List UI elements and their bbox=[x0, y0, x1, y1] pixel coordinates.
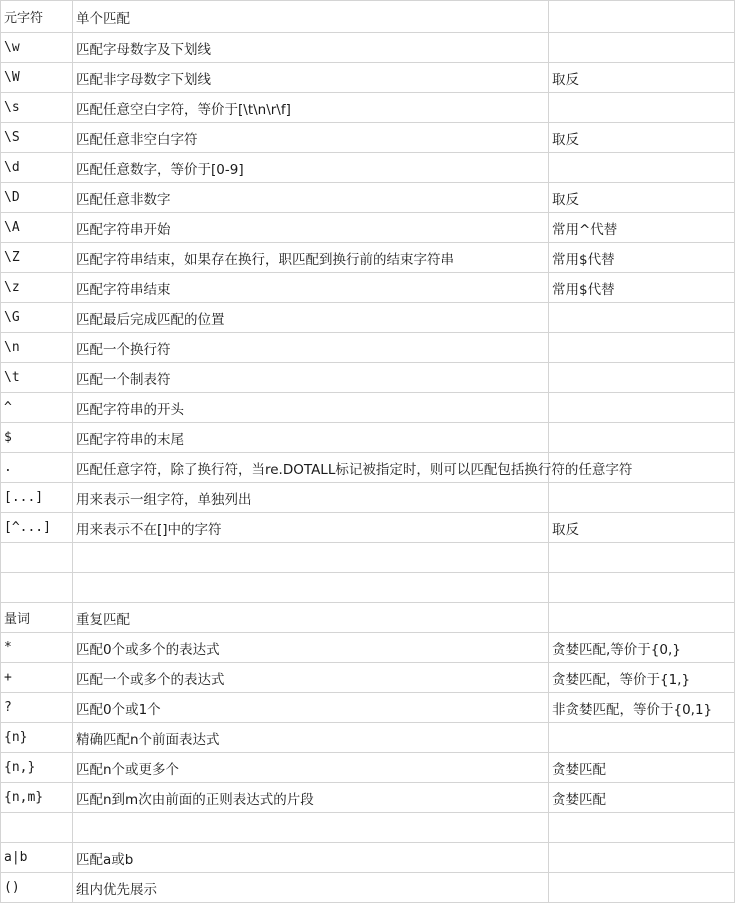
table-row bbox=[1, 423, 735, 453]
description-cell[interactable]: 匹配0个或多个的表达式 bbox=[73, 633, 549, 663]
note-cell[interactable]: 取反 bbox=[549, 123, 735, 153]
symbol-cell[interactable] bbox=[1, 813, 73, 843]
table-row bbox=[1, 603, 735, 633]
note-cell[interactable] bbox=[549, 603, 735, 633]
table-row bbox=[1, 63, 735, 93]
note-cell[interactable] bbox=[549, 873, 735, 903]
symbol-cell[interactable]: \d bbox=[1, 153, 73, 183]
description-cell[interactable]: 单个匹配 bbox=[73, 1, 549, 33]
description-cell[interactable]: 匹配一个制表符 bbox=[73, 363, 549, 393]
symbol-cell[interactable]: \D bbox=[1, 183, 73, 213]
note-cell[interactable] bbox=[549, 843, 735, 873]
note-cell[interactable] bbox=[549, 723, 735, 753]
table-row bbox=[1, 393, 735, 423]
table-row bbox=[1, 453, 735, 483]
description-cell[interactable]: 匹配字符串开始 bbox=[73, 213, 549, 243]
symbol-cell[interactable]: \z bbox=[1, 273, 73, 303]
symbol-cell[interactable]: \n bbox=[1, 333, 73, 363]
symbol-cell[interactable]: \S bbox=[1, 123, 73, 153]
table-row bbox=[1, 363, 735, 393]
note-cell[interactable] bbox=[549, 423, 735, 453]
table-row bbox=[1, 183, 735, 213]
note-cell[interactable]: 贪婪匹配 bbox=[549, 753, 735, 783]
note-cell[interactable] bbox=[549, 303, 735, 333]
symbol-cell[interactable]: () bbox=[1, 873, 73, 903]
symbol-cell[interactable]: {n,m} bbox=[1, 783, 73, 813]
symbol-cell[interactable]: . bbox=[1, 453, 73, 483]
note-cell[interactable] bbox=[549, 573, 735, 603]
symbol-cell[interactable]: [...] bbox=[1, 483, 73, 513]
note-cell[interactable] bbox=[549, 813, 735, 843]
description-cell[interactable]: 匹配一个或多个的表达式 bbox=[73, 663, 549, 693]
symbol-cell[interactable]: \W bbox=[1, 63, 73, 93]
table-row bbox=[1, 33, 735, 63]
symbol-cell[interactable]: 元字符 bbox=[1, 1, 73, 33]
table-row bbox=[1, 153, 735, 183]
note-cell[interactable] bbox=[549, 333, 735, 363]
description-cell[interactable]: 匹配非字母数字下划线 bbox=[73, 63, 549, 93]
description-cell[interactable]: 匹配字母数字及下划线 bbox=[73, 33, 549, 63]
table-row bbox=[1, 753, 735, 783]
note-cell[interactable]: 贪婪匹配,等价于{0,} bbox=[549, 633, 735, 663]
symbol-cell[interactable] bbox=[1, 543, 73, 573]
table-row bbox=[1, 483, 735, 513]
note-cell[interactable] bbox=[549, 363, 735, 393]
table-row bbox=[1, 573, 735, 603]
description-cell[interactable]: 匹配a或b bbox=[73, 843, 549, 873]
table-row bbox=[1, 1, 735, 33]
description-cell[interactable]: 匹配字符串结束 bbox=[73, 273, 549, 303]
symbol-cell[interactable]: ^ bbox=[1, 393, 73, 423]
symbol-cell[interactable]: ? bbox=[1, 693, 73, 723]
symbol-cell[interactable]: \t bbox=[1, 363, 73, 393]
description-cell[interactable]: 匹配n到m次由前面的正则表达式的片段 bbox=[73, 783, 549, 813]
description-cell[interactable]: 匹配任意字符，除了换行符，当re.DOTALL标记被指定时，则可以匹配包括换行符的任意字符 bbox=[73, 453, 549, 483]
description-cell[interactable]: 匹配任意非数字 bbox=[73, 183, 549, 213]
note-cell[interactable]: 常用$代替 bbox=[549, 273, 735, 303]
description-cell[interactable]: 用来表示一组字符，单独列出 bbox=[73, 483, 549, 513]
note-cell[interactable]: 非贪婪匹配，等价于{0,1} bbox=[549, 693, 735, 723]
note-cell[interactable]: 常用^代替 bbox=[549, 213, 735, 243]
table-row bbox=[1, 213, 735, 243]
description-cell[interactable]: 匹配任意空白字符，等价于[\t\n\r\f] bbox=[73, 93, 549, 123]
description-cell[interactable]: 匹配一个换行符 bbox=[73, 333, 549, 363]
symbol-cell[interactable]: [^...] bbox=[1, 513, 73, 543]
note-cell[interactable]: 贪婪匹配 bbox=[549, 783, 735, 813]
description-cell[interactable] bbox=[73, 813, 549, 843]
table-row bbox=[1, 663, 735, 693]
description-cell[interactable]: 匹配n个或更多个 bbox=[73, 753, 549, 783]
table-row bbox=[1, 243, 735, 273]
note-cell[interactable] bbox=[549, 33, 735, 63]
note-cell[interactable]: 取反 bbox=[549, 513, 735, 543]
symbol-cell[interactable]: \G bbox=[1, 303, 73, 333]
symbol-cell[interactable]: $ bbox=[1, 423, 73, 453]
symbol-cell[interactable]: \Z bbox=[1, 243, 73, 273]
note-cell[interactable] bbox=[549, 483, 735, 513]
note-cell[interactable] bbox=[549, 153, 735, 183]
description-cell[interactable]: 匹配任意数字，等价于[0-9] bbox=[73, 153, 549, 183]
table-row bbox=[1, 843, 735, 873]
description-cell[interactable]: 精确匹配n个前面表达式 bbox=[73, 723, 549, 753]
table-body bbox=[1, 1, 735, 903]
table-row bbox=[1, 783, 735, 813]
description-cell[interactable]: 匹配任意非空白字符 bbox=[73, 123, 549, 153]
note-cell[interactable]: 常用$代替 bbox=[549, 243, 735, 273]
table-row bbox=[1, 723, 735, 753]
description-cell[interactable] bbox=[73, 543, 549, 573]
note-cell[interactable] bbox=[549, 1, 735, 33]
table-row bbox=[1, 93, 735, 123]
note-cell[interactable]: 取反 bbox=[549, 183, 735, 213]
symbol-cell[interactable]: \s bbox=[1, 93, 73, 123]
note-cell[interactable]: 取反 bbox=[549, 63, 735, 93]
table-row bbox=[1, 513, 735, 543]
table-row bbox=[1, 693, 735, 723]
table-row bbox=[1, 543, 735, 573]
symbol-cell[interactable]: a|b bbox=[1, 843, 73, 873]
description-cell[interactable]: 匹配字符串结束，如果存在换行，职匹配到换行前的结束字符串 bbox=[73, 243, 549, 273]
symbol-cell[interactable]: \w bbox=[1, 33, 73, 63]
table-row bbox=[1, 333, 735, 363]
note-cell[interactable] bbox=[549, 93, 735, 123]
table-row bbox=[1, 273, 735, 303]
description-cell[interactable]: 组内优先展示 bbox=[73, 873, 549, 903]
note-cell[interactable] bbox=[549, 393, 735, 423]
symbol-cell[interactable]: 量词 bbox=[1, 603, 73, 633]
description-cell[interactable]: 匹配字符串的开头 bbox=[73, 393, 549, 423]
description-cell[interactable]: 匹配最后完成匹配的位置 bbox=[73, 303, 549, 333]
description-cell[interactable]: 匹配0个或1个 bbox=[73, 693, 549, 723]
table-row bbox=[1, 813, 735, 843]
table-row bbox=[1, 873, 735, 903]
description-cell[interactable]: 重复匹配 bbox=[73, 603, 549, 633]
description-cell[interactable]: 用来表示不在[]中的字符 bbox=[73, 513, 549, 543]
symbol-cell[interactable]: \A bbox=[1, 213, 73, 243]
symbol-cell[interactable]: * bbox=[1, 633, 73, 663]
table-row bbox=[1, 633, 735, 663]
symbol-cell[interactable]: + bbox=[1, 663, 73, 693]
description-cell[interactable] bbox=[73, 573, 549, 603]
symbol-cell[interactable]: {n,} bbox=[1, 753, 73, 783]
table-row bbox=[1, 303, 735, 333]
note-cell[interactable]: 贪婪匹配，等价于{1,} bbox=[549, 663, 735, 693]
symbol-cell[interactable] bbox=[1, 573, 73, 603]
table-row bbox=[1, 123, 735, 153]
description-cell[interactable]: 匹配字符串的末尾 bbox=[73, 423, 549, 453]
note-cell[interactable] bbox=[549, 543, 735, 573]
symbol-cell[interactable]: {n} bbox=[1, 723, 73, 753]
